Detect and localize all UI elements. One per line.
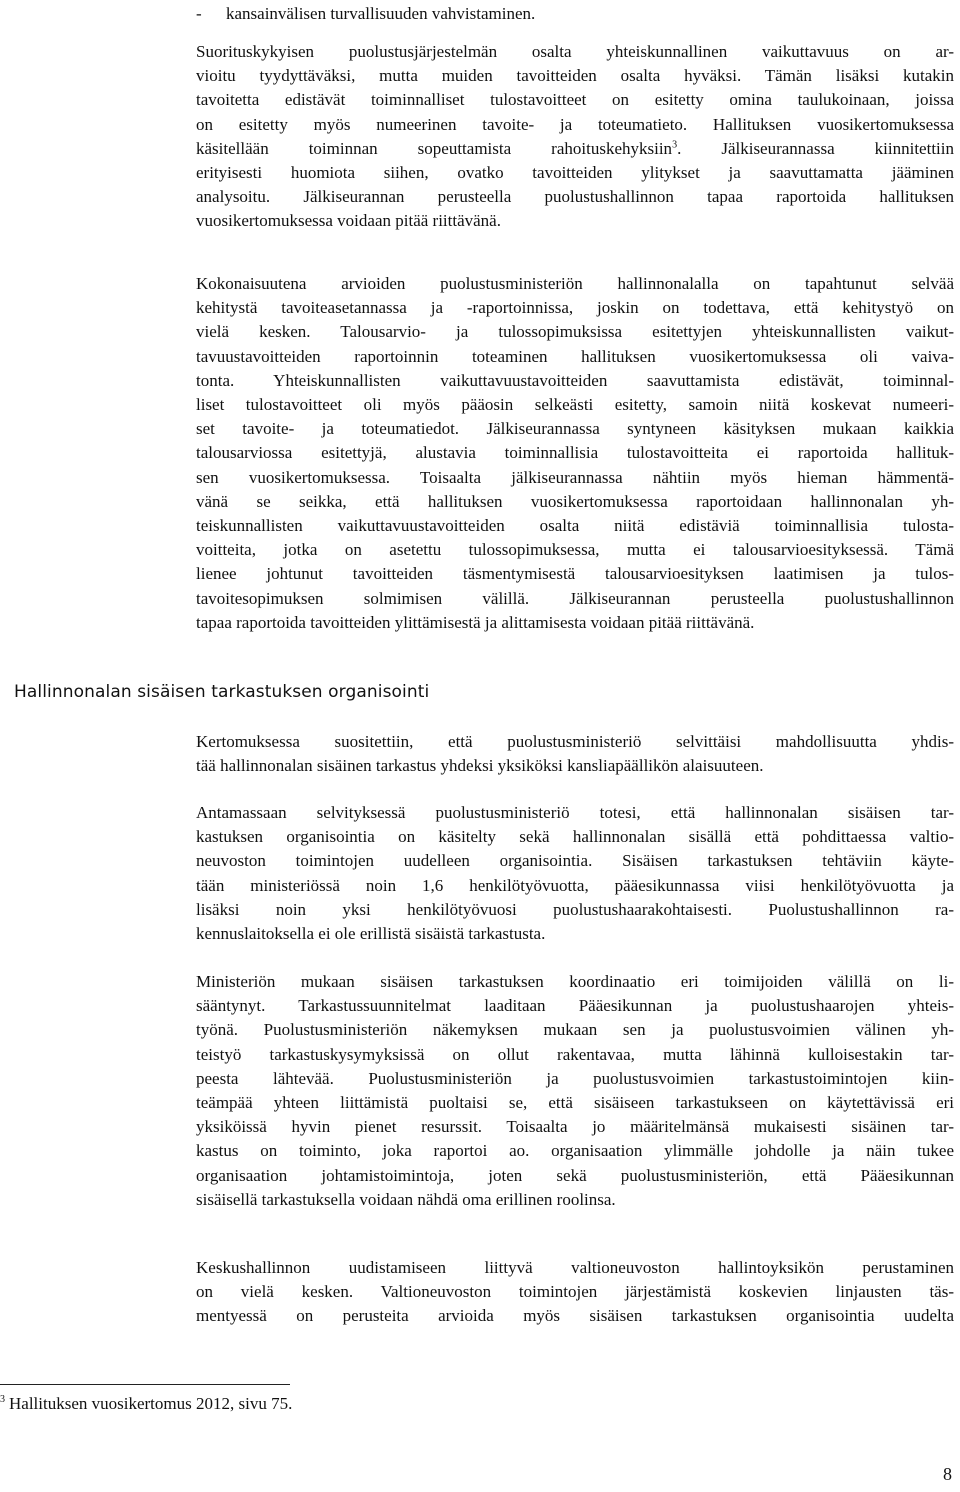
section-heading: Hallinnonalan sisäisen tarkastuksen organisointi xyxy=(14,682,430,702)
line: Kertomuksessa suositettiin, että puolustusministeriö selvittäisi mahdollisuutta yhdis- xyxy=(196,732,954,751)
line: tään ministeriössä noin 1,6 henkilötyövuotta, pääesikunnassa viisi henkilötyövuotta ja xyxy=(196,875,954,895)
bullet-item xyxy=(196,2,535,26)
line: lisäksi noin yksi henkilötyövuosi puolustushaarakohtaisesti. Puolustushallinnon ra- xyxy=(196,899,954,919)
line: erityisesti huomiota siihen, ovatko tavoitteiden ylitykset ja saavuttamatta jääminen xyxy=(196,163,954,183)
line: tavuustavoitteiden raportoinnin toteaminen hallituksen vuosikertomuksessa oli vaiva- xyxy=(196,346,954,366)
line: mentyessä on perusteita arvioida myös sisäisen tarkastuksen organisointia uudelta xyxy=(196,1306,954,1326)
line: vuosikertomuksessa voidaan pitää riittävänä. xyxy=(196,211,501,231)
footnote-divider xyxy=(0,1384,290,1385)
line: Keskushallinnon uudistamiseen liittyvä valtioneuvoston hallintoyksikön perustaminen xyxy=(196,1258,954,1277)
line: tapaa raportoida tavoitteiden ylittämisestä ja alittamisesta voidaan pitää riittävänä. xyxy=(196,612,755,632)
line: sääntynyt. Tarkastussuunnitelmat laaditaan Pääesikunnan ja puolustushaarojen yhteis- xyxy=(196,996,954,1016)
line: tavoitetta edistävät toiminnalliset tulostavoitteet on esitetty omina taulukoinaan, joissa xyxy=(196,90,954,110)
line: tavoitesopimuksen solmimisen välillä. Jälkiseurannan perusteella puolustushallinnon xyxy=(196,588,954,608)
line: on esitetty myös numeerinen tavoite- ja toteumatieto. Hallituksen vuosikertomuksessa xyxy=(196,114,954,134)
line: vänä se seikka, että hallituksen vuosikertomuksessa raportoidaan hallinnonalan yh- xyxy=(196,491,954,511)
line: vioitu tyydyttäväksi, mutta muiden tavoitteiden osalta hyväksi. Tämän lisäksi kutakin xyxy=(196,66,954,86)
line: sisäisellä tarkastuksella voidaan nähdä oma erillinen roolinsa. xyxy=(196,1189,616,1209)
line: työnä. Puolustusministeriön näkemyksen mukaan sen ja puolustusvoimien välinen yh- xyxy=(196,1020,954,1040)
line: peesta lähtevää. Puolustusministeriön ja puolustusvoimien tarkastustoimintojen kiin- xyxy=(196,1068,954,1088)
line: set tavoite- ja toteumatiedot. Jälkiseurannassa syntyneen käsityksen mukaan kaikkia xyxy=(196,419,954,439)
line: teämpää yhteen liittämistä puoltaisi se, että sisäiseen tarkastukseen on käytettävissä eri xyxy=(196,1093,954,1113)
line: analysoitu. Jälkiseurannan perusteella puolustushallinnon tapaa raportoida hallituksen xyxy=(196,187,954,207)
line: vielä kesken. Talousarvio- ja tulossopimuksissa esitettyjen yhteiskunnallisten vaikut- xyxy=(196,322,954,342)
line: Suorituskykyisen puolustusjärjestelmän osalta yhteiskunnallinen vaikuttavuus on ar- xyxy=(196,42,954,61)
paragraph-2 xyxy=(196,272,954,635)
line: kennuslaitoksella ei ole erillistä sisäistä tarkastusta. xyxy=(196,924,546,944)
paragraph-4 xyxy=(196,801,954,946)
line: tää hallinnonalan sisäinen tarkastus yhdeksi yksiköksi kansliapäällikön alaisuuteen. xyxy=(196,756,764,776)
footnote-number: 3 xyxy=(0,1394,5,1406)
line: yksiköissä hyvin pienet resurssit. Toisaalta jo määritelmänsä mukaisesti sisäinen tar- xyxy=(196,1117,954,1137)
line: kehitystä tavoiteasetannassa ja -raportoinnissa, joskin on todettava, että kehitystyö on xyxy=(196,298,954,318)
line: liset tulostavoitteet oli myös pääosin selkeästi esitetty, samoin niitä koskevat numeeri- xyxy=(196,395,954,415)
line: Antamassaan selvityksessä puolustusministeriö totesi, että hallinnonalan sisäisen tar- xyxy=(196,803,954,822)
footnote-ref: 3 xyxy=(672,139,678,151)
line: voitteita, jotka on asetettu tulossopimuksessa, mutta ei talousarvioesityksessä. Tämä xyxy=(196,540,954,560)
line: talousarviossa esitettyjä, alustavia toiminnallisia tulostavoitteita ei raportoida hallituk- xyxy=(196,443,954,463)
line: kastuksen organisointia on käsitelty sekä hallinnonalan sisällä että pohdittaessa valtio- xyxy=(196,827,954,847)
paragraph-1 xyxy=(196,40,954,234)
bullet-text: kansainvälisen turvallisuuden vahvistaminen. xyxy=(226,4,536,23)
line: teistyö tarkastuskysymyksissä on ollut rakentavaa, mutta lähinnä kulloisestakin tar- xyxy=(196,1044,954,1064)
line: on vielä kesken. Valtioneuvoston toimintojen järjestämistä koskevien linjausten täs- xyxy=(196,1282,954,1302)
paragraph-3 xyxy=(196,730,954,778)
paragraph-5 xyxy=(196,970,954,1212)
footnote xyxy=(0,1392,292,1416)
page-number: 8 xyxy=(943,1464,952,1484)
footnote-text: Hallituksen vuosikertomus 2012, sivu 75. xyxy=(9,1394,293,1413)
line: tonta. Yhteiskunnallisten vaikuttavuustavoitteiden saavuttamista edistävät, toiminnal- xyxy=(196,370,954,390)
line: neuvoston toimintojen uudelleen organisointia. Sisäisen tarkastuksen tehtäviin käyte- xyxy=(196,851,954,871)
line-text-tail: . Jälkiseurannassa kiinnitettiin xyxy=(677,138,954,158)
line-with-footnote xyxy=(196,137,954,161)
bullet-dash: - xyxy=(196,4,202,23)
line-text: käsitellään toiminnan sopeuttamista rahoituskehyksiin xyxy=(196,138,673,158)
line: teiskunnallisten vaikuttavuustavoitteiden osalta niitä edistäviä toiminnallisia tulosta- xyxy=(196,516,954,536)
paragraph-6 xyxy=(196,1256,954,1329)
line: Ministeriön mukaan sisäisen tarkastuksen koordinaatio eri toimijoiden välillä on li- xyxy=(196,972,954,991)
line: kastus on toiminto, joka raportoi ao. organisaation ylimmälle johdolle ja näin tukee xyxy=(196,1141,954,1161)
line: sen vuosikertomuksessa. Toisaalta jälkiseurannassa nähtiin myös hieman hämmentä- xyxy=(196,467,954,487)
line: Kokonaisuutena arvioiden puolustusministeriön hallinnonalalla on tapahtunut selvää xyxy=(196,274,954,293)
line: organisaation johtamistoimintoja, joten sekä puolustusministeriön, että Pääesikunnan xyxy=(196,1165,954,1185)
line: lienee johtunut tavoitteiden täsmentymisestä talousarvioesityksen laatimisen ja tulos- xyxy=(196,564,954,584)
